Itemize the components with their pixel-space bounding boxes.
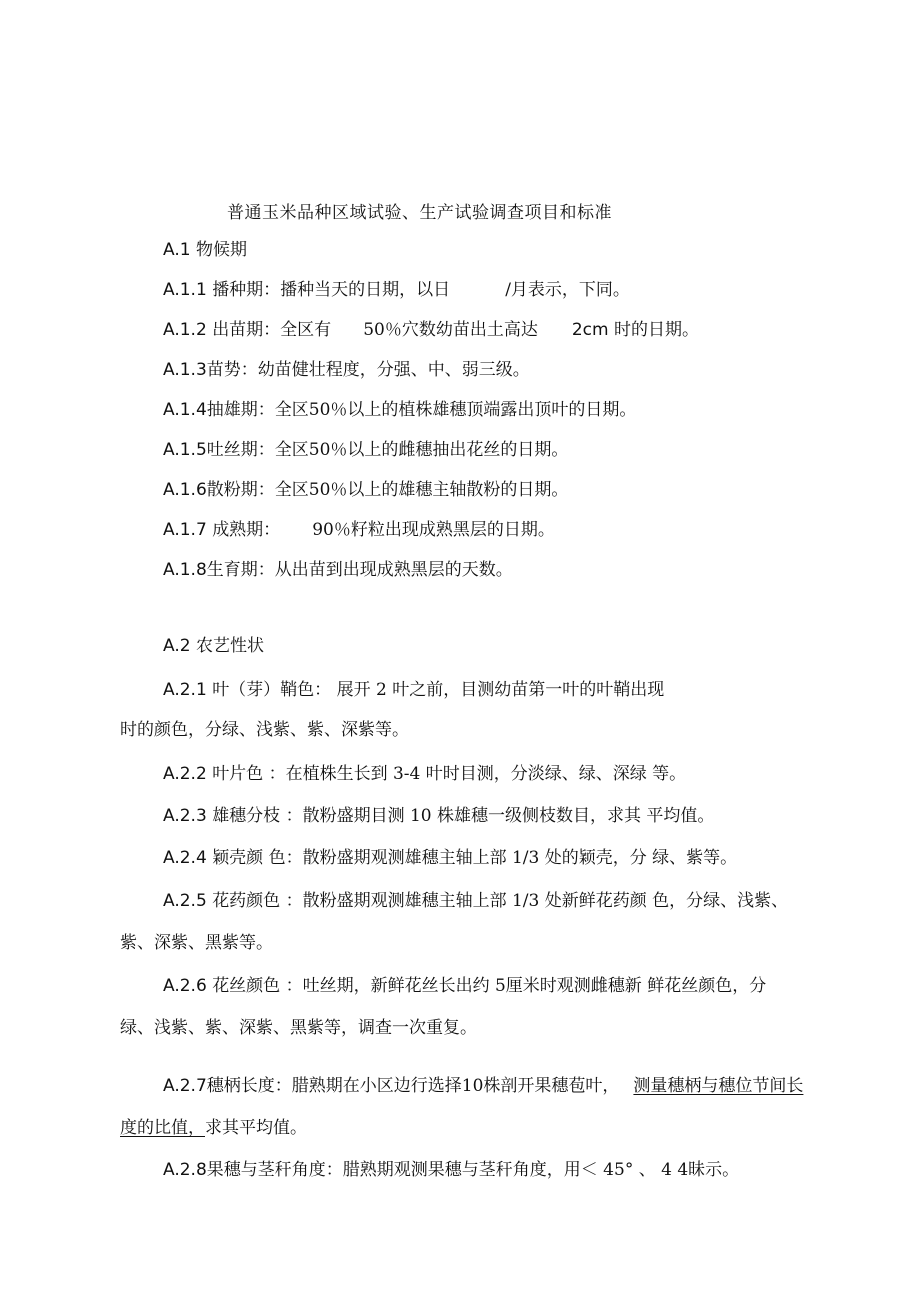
page-title: 普通玉米品种区域试验、生产试验调查项目和标准 <box>227 203 612 223</box>
item-text: 花药颜色 ：散粉盛期观测雄穗主轴上部 1/3 处新鲜花药颜 色，分绿、浅紫、 <box>212 891 789 911</box>
item-a2-5 <box>163 889 788 913</box>
item-text: /月表示，下同。 <box>505 280 630 300</box>
item-number: A.1.6 <box>163 480 207 500</box>
item-text: 苗势：幼苗健壮程度，分强、中、弱三级。 <box>206 360 530 380</box>
item-text: 散粉期：全区50％以上的雄穗主轴散粉的日期。 <box>206 480 569 500</box>
item-text: 叶（芽）鞘色： 展开 2 叶之前，目测幼苗第一叶的叶鞘出现 <box>212 680 665 700</box>
item-number: A.1.4 <box>163 400 207 420</box>
item-text: 90％籽粒出现成熟黑层的日期。 <box>312 520 555 540</box>
item-number: A.2.8 <box>163 1160 207 1180</box>
item-a2-1-continued <box>120 718 409 742</box>
item-text: 吐丝期：全区50％以上的雌穗抽出花丝的日期。 <box>206 440 569 460</box>
item-a1-5 <box>163 438 568 462</box>
item-a2-3 <box>163 804 714 828</box>
item-text: 时的颜色，分绿、浅紫、紫、深紫等。 <box>120 720 409 740</box>
section-heading-a2 <box>163 634 264 658</box>
item-number: A.1.7 <box>163 520 207 540</box>
item-a2-6-continued <box>120 1016 477 1040</box>
item-a2-7-continued <box>120 1116 307 1140</box>
item-number: A.2.7 <box>163 1076 207 1096</box>
underlined-text: 度的比值， <box>120 1118 205 1138</box>
item-a2-1 <box>163 678 664 702</box>
section-heading-a1 <box>163 238 247 262</box>
item-a2-2 <box>163 762 686 786</box>
item-text: 成熟期： <box>212 520 281 540</box>
item-text: 紫、深紫、黑紫等。 <box>120 933 273 953</box>
item-a2-4 <box>163 846 737 870</box>
item-text: 50％穴数幼苗出土高达 <box>363 320 538 340</box>
item-text: 生育期：从出苗到出现成熟黑层的天数。 <box>206 560 513 580</box>
section-number: A.2 <box>163 636 191 656</box>
item-a1-2 <box>163 318 699 342</box>
item-text: 时的日期。 <box>613 320 699 340</box>
item-number: A.2.1 <box>163 680 207 700</box>
item-a1-7 <box>163 518 555 542</box>
item-text: 出苗期：全区有 <box>212 320 332 340</box>
item-number: A.2.3 <box>163 806 207 826</box>
item-a2-6 <box>163 974 766 998</box>
item-a1-1 <box>163 278 630 302</box>
item-number: A.1.5 <box>163 440 207 460</box>
item-text: 绿、浅紫、紫、深紫、黑紫等，调查一次重复。 <box>120 1018 477 1038</box>
item-text: 2cm <box>571 320 609 340</box>
section-title: 物候期 <box>195 240 247 260</box>
item-text: 求其平均值。 <box>205 1118 307 1138</box>
item-a1-4 <box>163 398 636 422</box>
item-number: A.2.4 <box>163 848 207 868</box>
item-a1-8 <box>163 558 513 582</box>
section-number: A.1 <box>163 240 191 260</box>
item-number: A.2.5 <box>163 891 207 911</box>
item-number: A.1.3 <box>163 360 207 380</box>
item-number: A.1.2 <box>163 320 207 340</box>
item-number: A.2.2 <box>163 764 207 784</box>
item-text: 穗柄长度：腊熟期在小区边行选择10株剖开果穗苞叶， <box>206 1076 620 1096</box>
item-a2-8 <box>163 1158 739 1182</box>
item-text: 果穗与茎秆角度：腊熟期观测果穗与茎秆角度，用＜ 45° 、 4 4昧示。 <box>206 1160 740 1180</box>
item-a2-5-continued <box>120 931 273 955</box>
item-number: A.1.8 <box>163 560 207 580</box>
item-a1-3 <box>163 358 530 382</box>
section-title: 农艺性状 <box>195 636 264 656</box>
item-text: 叶片色 ：在植株生长到 3-4 叶时目测，分淡绿、绿、深绿 等。 <box>212 764 687 784</box>
item-text: 播种期：播种当天的日期，以日 <box>212 280 451 300</box>
item-number: A.1.1 <box>163 280 207 300</box>
item-a1-6 <box>163 478 568 502</box>
item-text: 花丝颜色 ：吐丝期，新鲜花丝长出约 5厘米时观测雌穗新 鲜花丝颜色，分 <box>212 976 767 996</box>
item-text: 颖壳颜 色：散粉盛期观测雄穗主轴上部 1/3 处的颖壳，分 绿、紫等。 <box>212 848 738 868</box>
item-number: A.2.6 <box>163 976 207 996</box>
item-text: 抽雄期：全区50％以上的植株雄穗顶端露出顶叶的日期。 <box>206 400 637 420</box>
underlined-text: 测量穗柄与穗位节间长 <box>633 1076 804 1096</box>
item-a2-7 <box>163 1074 803 1098</box>
item-text: 雄穗分枝 ：散粉盛期目测 10 株雄穗一级侧枝数目，求其 平均值。 <box>212 806 715 826</box>
